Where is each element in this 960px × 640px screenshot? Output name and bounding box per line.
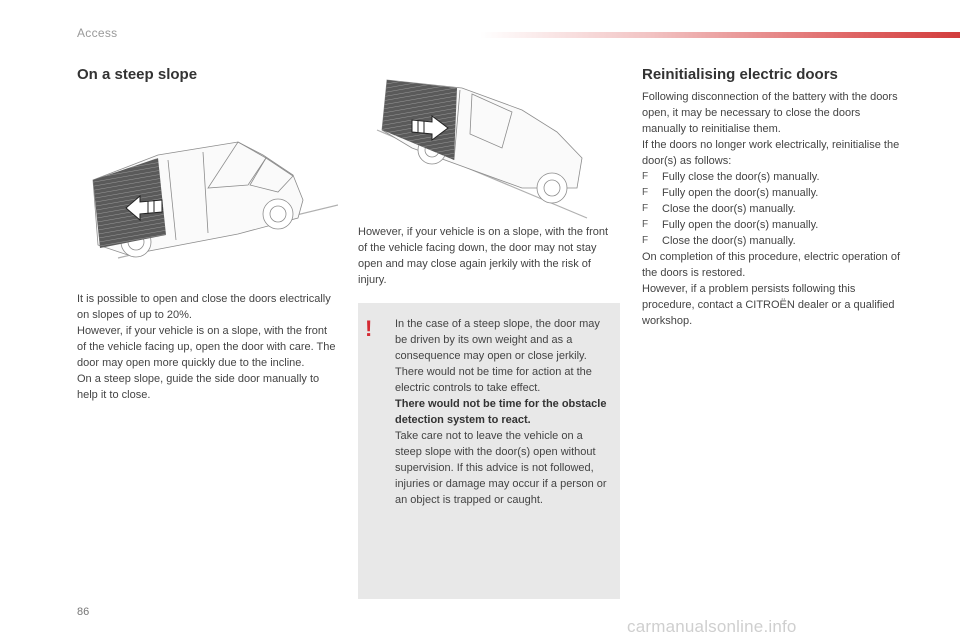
left-paragraph: However, if your vehicle is on a slope, with the front of the vehicle facing up, open the door with care. The door may open more quickly due to the incline. <box>77 325 336 369</box>
step-text: Fully open the door(s) manually. <box>662 187 819 199</box>
warning-bold-paragraph: There would not be time for the obstacle detection system to react. <box>395 398 607 426</box>
warning-paragraph: In the case of a steep slope, the door may be driven by its own weight and as a consequence may open or close jerkily. <box>395 318 600 362</box>
bullet-icon: F <box>642 235 649 246</box>
page-number: 86 <box>77 606 90 618</box>
step-text: Fully open the door(s) manually. <box>662 219 819 231</box>
section-title: Access <box>77 26 118 40</box>
van-downhill-illustration <box>372 70 602 220</box>
left-heading: On a steep slope <box>77 66 198 83</box>
bullet-icon: F <box>642 187 649 198</box>
warning-paragraph: Take care not to leave the vehicle on a steep slope with the door(s) open without supervision. If this advice is not followed, injuries or damage may occur if a person or an object is trapped or caught. <box>395 430 607 506</box>
right-paragraph: Following disconnection of the battery with the doors open, it may be necessary to close the doors manually to reinitialise them. <box>642 91 898 135</box>
warning-icon: ! <box>365 316 373 341</box>
warning-box <box>358 303 620 599</box>
right-paragraph: If the doors no longer work electrically, reinitialise the door(s) as follows: <box>642 139 900 167</box>
left-body <box>77 291 339 403</box>
left-paragraph: On a steep slope, guide the side door manually to help it to close. <box>77 373 320 401</box>
step-item <box>642 217 904 233</box>
bullet-icon: F <box>642 219 649 230</box>
middle-paragraph: However, if your vehicle is on a slope, with the front of the vehicle facing down, the door may not stay open and may close again jerkily with the risk of injury. <box>358 226 609 286</box>
step-item <box>642 233 904 249</box>
step-item <box>642 185 904 201</box>
watermark: carmanualsonline.info <box>627 617 797 636</box>
van-uphill-illustration <box>88 130 338 260</box>
right-body <box>642 89 904 329</box>
step-text: Close the door(s) manually. <box>662 235 796 247</box>
step-text: Close the door(s) manually. <box>662 203 796 215</box>
right-paragraph: However, if a problem persists following this procedure, contact a CITROËN dealer or a qualified workshop. <box>642 283 895 327</box>
warning-text <box>395 316 609 508</box>
step-text: Fully close the door(s) manually. <box>662 171 820 183</box>
header-accent-bar <box>480 32 960 38</box>
left-paragraph: It is possible to open and close the doors electrically on slopes of up to 20%. <box>77 293 331 321</box>
bullet-icon: F <box>642 203 649 214</box>
right-paragraph: On completion of this procedure, electric operation of the doors is restored. <box>642 251 901 279</box>
step-item <box>642 169 904 185</box>
step-item <box>642 201 904 217</box>
right-heading: Reinitialising electric doors <box>642 66 838 83</box>
bullet-icon: F <box>642 171 649 182</box>
warning-paragraph: There would not be time for action at the electric controls to take effect. <box>395 366 592 394</box>
